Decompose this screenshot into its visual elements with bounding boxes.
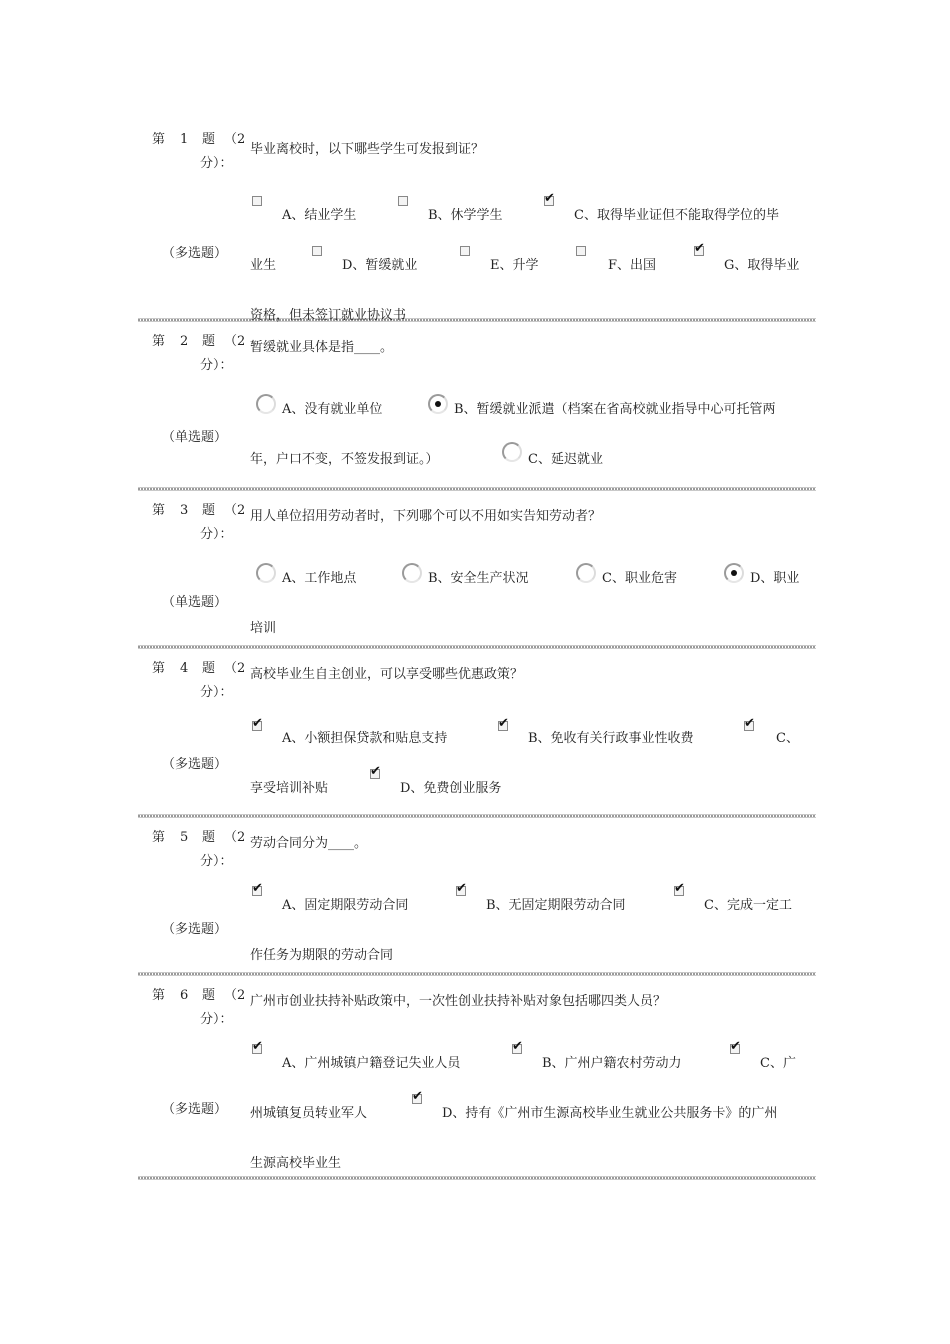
question-score: 分）：: [200, 527, 233, 542]
option-b: B、休学学生: [428, 208, 503, 223]
question-type: （多选题）: [162, 1102, 228, 1117]
question-3: [138, 491, 816, 645]
question-6: [138, 976, 816, 1176]
option-e: E、升学: [490, 258, 539, 273]
checkbox-g[interactable]: [694, 246, 704, 256]
option-g: G、取得毕业: [724, 258, 800, 273]
option-c: C、职业危害: [602, 571, 677, 586]
radio-c[interactable]: [502, 442, 522, 462]
question-score: 分）：: [200, 854, 233, 869]
checkbox-c[interactable]: [730, 1044, 740, 1054]
option-c-cont: 业生: [250, 258, 277, 273]
question-number: 第 3 题 （2: [152, 503, 246, 518]
checkbox-f[interactable]: [576, 246, 586, 256]
option-b-cont: 年，户口不变，不签发报到证。）: [250, 452, 439, 467]
question-type: （单选题）: [162, 595, 228, 610]
option-f: F、出国: [608, 258, 657, 273]
option-d: D、持有《广州市生源高校毕业生就业公共服务卡》的广州: [442, 1106, 778, 1121]
checkbox-a[interactable]: [252, 196, 262, 206]
checkbox-c[interactable]: [674, 886, 684, 896]
question-text: 广州市创业扶持补贴政策中，一次性创业扶持补贴对象包括哪四类人员？: [250, 994, 667, 1009]
question-5: [138, 818, 816, 972]
option-d-cont: 培训: [250, 621, 277, 636]
option-b: B、安全生产状况: [428, 571, 529, 586]
question-2: [138, 322, 816, 487]
question-number: 第 2 题 （2: [152, 334, 246, 349]
question-type: （多选题）: [162, 246, 228, 261]
option-c-cont: 州城镇复员转业军人: [250, 1106, 368, 1121]
divider: [138, 1176, 816, 1180]
option-a: A、固定期限劳动合同: [282, 898, 409, 913]
radio-d[interactable]: [724, 563, 744, 583]
question-type: （单选题）: [162, 430, 228, 445]
checkbox-b[interactable]: [398, 196, 408, 206]
option-d: D、职业: [750, 571, 800, 586]
option-a: A、广州城镇户籍登记失业人员: [282, 1056, 461, 1071]
option-b: B、无固定期限劳动合同: [486, 898, 626, 913]
question-number: 第 4 题 （2: [152, 661, 246, 676]
checkbox-c[interactable]: [744, 721, 754, 731]
checkbox-b[interactable]: [456, 886, 466, 896]
question-type: （多选题）: [162, 757, 228, 772]
radio-b[interactable]: [402, 563, 422, 583]
option-a: A、工作地点: [282, 571, 357, 586]
option-a: A、结业学生: [282, 208, 357, 223]
checkbox-d[interactable]: [312, 246, 322, 256]
question-score: 分）：: [200, 358, 233, 373]
checkbox-b[interactable]: [512, 1044, 522, 1054]
question-type: （多选题）: [162, 922, 228, 937]
option-c: C、广: [760, 1056, 796, 1071]
option-a: A、没有就业单位: [282, 402, 383, 417]
radio-a[interactable]: [256, 394, 276, 414]
option-a: A、小额担保贷款和贴息支持: [282, 731, 448, 746]
option-c: C、延迟就业: [528, 452, 603, 467]
question-text: 劳动合同分为____。: [250, 836, 368, 851]
option-c: C、取得毕业证但不能取得学位的毕: [574, 208, 779, 223]
checkbox-c[interactable]: [544, 196, 554, 206]
checkbox-a[interactable]: [252, 721, 262, 731]
checkbox-d[interactable]: [370, 769, 380, 779]
quiz-form: [138, 120, 816, 1180]
option-g-cont: 资格，但未签订就业协议书: [250, 308, 407, 323]
question-number: 第 1 题 （2: [152, 132, 246, 147]
checkbox-e[interactable]: [460, 246, 470, 256]
radio-c[interactable]: [576, 563, 596, 583]
option-b: B、广州户籍农村劳动力: [542, 1056, 682, 1071]
option-d-cont: 生源高校毕业生: [250, 1156, 342, 1171]
question-text: 暂缓就业具体是指____。: [250, 340, 394, 355]
option-b: B、暂缓就业派遣（档案在省高校就业指导中心可托管两: [454, 402, 776, 417]
option-c-cont: 作任务为期限的劳动合同: [250, 948, 394, 963]
radio-b[interactable]: [428, 394, 448, 414]
checkbox-a[interactable]: [252, 886, 262, 896]
question-number: 第 6 题 （2: [152, 988, 246, 1003]
question-score: 分）：: [200, 156, 233, 171]
checkbox-a[interactable]: [252, 1044, 262, 1054]
radio-a[interactable]: [256, 563, 276, 583]
option-d: D、免费创业服务: [400, 781, 502, 796]
question-1: [138, 120, 816, 323]
checkbox-d[interactable]: [412, 1094, 422, 1104]
question-4: [138, 649, 816, 814]
question-score: 分）：: [200, 685, 233, 700]
option-c-cont: 享受培训补贴: [250, 781, 329, 796]
option-d: D、暂缓就业: [342, 258, 418, 273]
checkbox-b[interactable]: [498, 721, 508, 731]
option-b: B、免收有关行政事业性收费: [528, 731, 694, 746]
question-text: 高校毕业生自主创业，可以享受哪些优惠政策？: [250, 667, 524, 682]
question-number: 第 5 题 （2: [152, 830, 246, 845]
question-text: 用人单位招用劳动者时，下列哪个可以不用如实告知劳动者？: [250, 509, 602, 524]
question-score: 分）：: [200, 1012, 233, 1027]
question-text: 毕业离校时，以下哪些学生可发报到证？: [250, 142, 485, 157]
option-c: C、完成一定工: [704, 898, 792, 913]
option-c: C、: [776, 731, 799, 746]
